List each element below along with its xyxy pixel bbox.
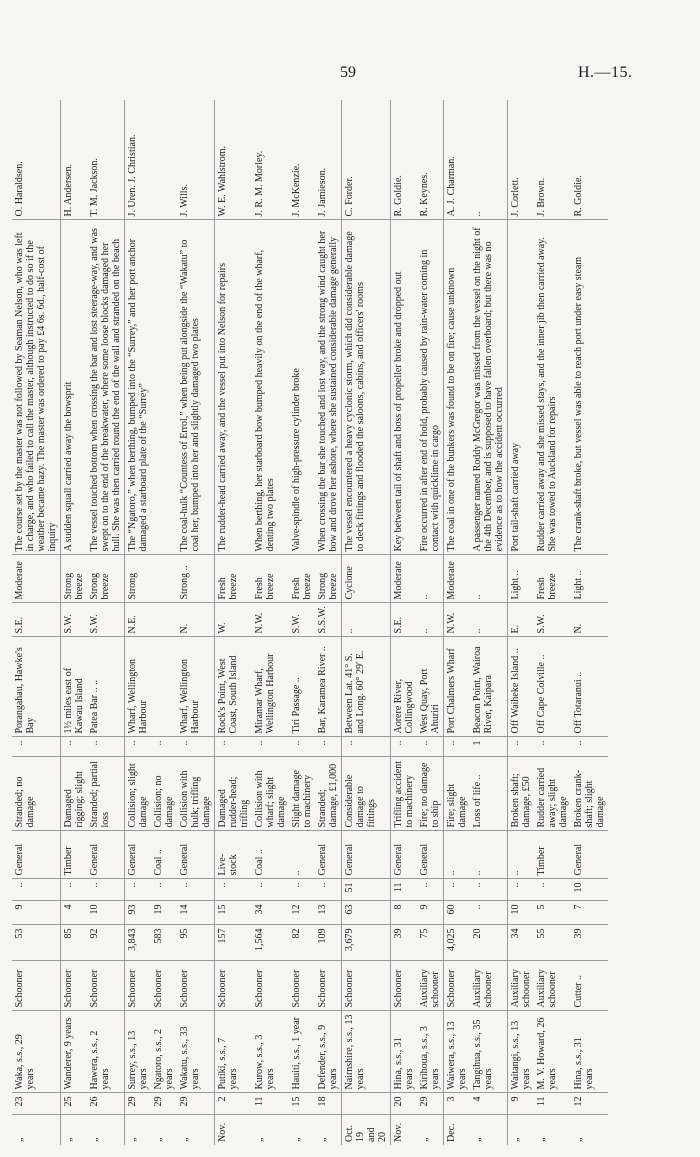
- cause-cell: The coal-hulk “Countess of Errol,” when being put alongside the “Wakatu” to coal her, bumped into her and slightly damaged two plates: [177, 220, 215, 555]
- place-cell: Wharf, Wellington Harbour: [177, 637, 215, 737]
- wind-force-cell: Strong breeze: [87, 555, 125, 603]
- table-row: [151, 100, 177, 1145]
- wind-direction-cell: S.S.W.: [315, 603, 342, 637]
- vessel-cell: M. V. Howard, 26 years: [534, 1011, 571, 1093]
- day-cell: 3: [444, 1093, 471, 1115]
- vessel-cell: Wanderer, 9 years: [61, 1011, 88, 1093]
- passengers-cell: ..: [125, 879, 152, 901]
- crew-cell: 13: [315, 901, 342, 925]
- passengers-cell: ..: [215, 879, 253, 901]
- crew-cell: 5: [534, 901, 571, 925]
- lives-lost-cell: ..: [215, 737, 253, 757]
- officer-cell: J. Jamieson.: [317, 167, 328, 217]
- cause-cell: The course set by the master was not followed by Seaman Nelson, who was left in charge, and who failed to call the master, although instructed to do so if the weather became hazy. The master was ordered to pay £4 6s. 6d., half-cost of inquiry: [12, 220, 61, 555]
- cause-cell: When berthing, her starboard bow bumped heavily on the end of the wharf, denting two plates: [252, 220, 289, 555]
- cause-cell: The rudder-head carried away, and the vessel put into Nelson for repairs: [215, 220, 253, 555]
- month-cell: „: [252, 1115, 289, 1145]
- cargo-cell: General: [87, 831, 125, 879]
- crew-cell: 10: [508, 901, 535, 925]
- nature-of-casualty-cell: Trifling accident to machinery: [391, 757, 418, 831]
- officer-cell: A. J. Charman.: [444, 100, 471, 220]
- place-cell: Off Totaranui ..: [571, 637, 608, 737]
- cause-cell: A sudden squall carried away the bowsprit: [61, 220, 88, 555]
- month-cell: Dec.: [444, 1115, 471, 1145]
- rig-cell: Schooner: [12, 961, 61, 1011]
- nature-of-casualty-cell: Damaged rigging; slight: [61, 757, 88, 831]
- lives-lost-cell: ..: [342, 737, 391, 757]
- wind-direction-cell: N.: [571, 603, 608, 637]
- table-row: [125, 100, 152, 1145]
- place-cell: Bar, Karamea River ..: [315, 637, 342, 737]
- nature-of-casualty-cell: Slight damage to machinery: [289, 757, 315, 831]
- month-cell: „: [61, 1115, 88, 1145]
- day-cell: [342, 1093, 391, 1115]
- lives-lost-cell: ..: [417, 737, 444, 757]
- rig-cell: Schooner: [444, 961, 471, 1011]
- passengers-cell: ..: [417, 879, 444, 901]
- place-cell: [151, 637, 177, 737]
- month-cell: „: [534, 1115, 571, 1145]
- table-row: [252, 100, 289, 1145]
- casualty-table-frame: [12, 100, 688, 1145]
- day-cell: 23: [12, 1093, 61, 1115]
- passengers-cell: ..: [252, 879, 289, 901]
- cause-cell: The coal in one of the bunkers was found to be on fire; cause unknown: [444, 220, 471, 555]
- cargo-cell: Live-stock: [215, 831, 253, 879]
- vessel-cell: Kurow, s.s., 3 years: [252, 1011, 289, 1093]
- crew-cell: 8: [391, 901, 418, 925]
- wind-force-cell: Moderate: [444, 555, 471, 603]
- officer-cell: R. Goldie.: [391, 100, 418, 220]
- nature-of-casualty-cell: Stranded; partial loss: [87, 757, 125, 831]
- rig-cell: Auxiliary schooner: [508, 961, 535, 1011]
- cargo-cell: ..: [470, 831, 508, 879]
- vessel-cell: Waka, s.s., 29 years: [12, 1011, 61, 1093]
- tonnage-cell: 39: [571, 925, 608, 961]
- officer-cell: J. Wills.: [179, 184, 190, 217]
- tonnage-cell: 3,843: [125, 925, 152, 961]
- vessel-cell: Hina, s.s., 31 years: [571, 1011, 608, 1093]
- month-cell: „: [12, 1115, 61, 1145]
- vessel-cell: Kirihoua, s.s., 3 years: [417, 1011, 444, 1093]
- crew-cell: 63: [342, 901, 391, 925]
- day-cell: 15: [289, 1093, 315, 1115]
- day-cell: 20: [391, 1093, 418, 1115]
- passengers-cell: 51: [342, 879, 391, 901]
- nature-of-casualty-cell: Collision with hulk; trifling damage: [177, 757, 215, 831]
- cargo-cell: General: [571, 831, 608, 879]
- month-cell: „: [508, 1115, 535, 1145]
- month-cell: „: [571, 1115, 608, 1145]
- wind-direction-cell: N.W.: [444, 603, 471, 637]
- wind-force-cell: Strong: [125, 555, 152, 603]
- passengers-cell: ..: [61, 879, 88, 901]
- crew-cell: 14: [177, 901, 215, 925]
- wind-direction-cell: S.W.: [61, 603, 88, 637]
- wind-direction-cell: S.E.: [12, 603, 61, 637]
- officer-cell: J. R. M. Morley.: [254, 150, 265, 217]
- cause-cell: The vessel touched bottom when crossing the bar and lost steerage-way, and was swept on to the end of the breakwater, where some loose blocks damaged her hull. She was then carried round the end of the wall and stranded on the beach: [87, 220, 125, 555]
- cause-cell: The vessel encountered a heavy cyclonic storm, which did considerable damage to deck fittings and flooded the saloons, cabins, and officers' rooms: [342, 220, 391, 555]
- cause-cell: Port tail-shaft carried away: [508, 220, 535, 555]
- tonnage-cell: 53: [12, 925, 61, 961]
- wind-force-cell: Strong breeze: [315, 555, 342, 603]
- cause-cell: The “Ngatoro,” when berthing, bumped into the “Surrey,” and her port anchor damaged a starboard plate of the “Surrey”: [125, 220, 152, 555]
- passengers-cell: 11: [391, 879, 418, 901]
- rig-cell: Auxiliary schooner: [417, 961, 444, 1011]
- place-cell: West Quay, Port Ahuriri: [417, 637, 444, 737]
- cargo-cell: ..: [289, 831, 315, 879]
- vessel-cell: Defender, s.s., 9 years: [315, 1011, 342, 1093]
- rig-cell: Auxiliary schooner: [534, 961, 571, 1011]
- cause-cell: Fire occurred in after end of hold, probably caused by rain-water coming in contact with quicklime in cargo: [417, 220, 444, 555]
- cargo-cell: General: [125, 831, 152, 879]
- passengers-cell: ..: [87, 879, 125, 901]
- vessel-cell: Putiki, s.s., 7 years: [215, 1011, 253, 1093]
- month-cell: „: [470, 1115, 508, 1145]
- tonnage-cell: 75: [417, 925, 444, 961]
- officer-cell: H. Andersen.: [61, 100, 88, 220]
- cargo-cell: Coal ..: [151, 831, 177, 879]
- crew-cell: 10: [87, 901, 125, 925]
- passengers-cell: ..: [508, 879, 535, 901]
- tonnage-cell: 1,564: [252, 925, 289, 961]
- day-cell: 11: [252, 1093, 289, 1115]
- table-row: [12, 100, 61, 1145]
- month-cell: „: [125, 1115, 152, 1145]
- day-cell: 4: [470, 1093, 508, 1115]
- day-cell: 29: [125, 1093, 152, 1115]
- nature-of-casualty-cell: Damaged rudder-head; trifling: [215, 757, 253, 831]
- place-cell: Porangahau, Hawke's Bay: [12, 637, 61, 737]
- rig-cell: Schooner: [215, 961, 253, 1011]
- casualty-table: [12, 100, 608, 1145]
- wind-force-cell: Fresh breeze: [215, 555, 253, 603]
- officer-cell: J. McKenzie.: [291, 163, 302, 217]
- rig-cell: Schooner: [315, 961, 342, 1011]
- tonnage-cell: 82: [289, 925, 315, 961]
- officer-cell: J. Uren. J. Christian.: [125, 100, 152, 220]
- passengers-cell: ..: [289, 879, 315, 901]
- table-row: [534, 100, 571, 1145]
- vessel-cell: Nairnshire, s.s., 13 years: [342, 1011, 391, 1093]
- table-row: [571, 100, 608, 1145]
- rig-cell: Schooner: [61, 961, 88, 1011]
- place-cell: Between Lat. 41° S. and Long. 60° 29′ E.: [342, 637, 391, 737]
- month-cell: Nov.: [215, 1115, 253, 1145]
- rig-cell: Schooner: [391, 961, 418, 1011]
- officer-cell: J. Brown.: [536, 177, 547, 217]
- tonnage-cell: 34: [508, 925, 535, 961]
- passengers-cell: ..: [12, 879, 61, 901]
- table-row: [315, 100, 342, 1145]
- passengers-cell: ..: [470, 879, 508, 901]
- wind-direction-cell: [151, 603, 177, 637]
- cause-cell: When crossing the bar she touched and lost way, and the strong wind caught her bow and drove her ashore, where she sustained considerable damage generally: [315, 220, 342, 555]
- cargo-cell: Coal ..: [252, 831, 289, 879]
- nature-of-casualty-cell: Loss of life ..: [470, 757, 508, 831]
- wind-force-cell: ..: [470, 555, 508, 603]
- cargo-cell: Timber: [534, 831, 571, 879]
- lives-lost-cell: ..: [151, 737, 177, 757]
- place-cell: 1½ miles east of Kawau Island: [61, 637, 88, 737]
- rig-cell: Auxiliary schooner: [470, 961, 508, 1011]
- casualty-rows: [12, 100, 608, 1145]
- lives-lost-cell: ..: [391, 737, 418, 757]
- lives-lost-cell: ..: [571, 737, 608, 757]
- day-cell: 25: [61, 1093, 88, 1115]
- officer-cell: T. M. Jackson.: [89, 158, 100, 217]
- lives-lost-cell: ..: [315, 737, 342, 757]
- document-reference: H.—15.: [578, 64, 633, 81]
- nature-of-casualty-cell: Stranded; damage, £1,000: [315, 757, 342, 831]
- day-cell: 29: [151, 1093, 177, 1115]
- rig-cell: Schooner: [87, 961, 125, 1011]
- place-cell: Off Waiheke Island ..: [508, 637, 535, 737]
- cause-cell: Rudder carried away and she missed stays, and the inner jib then carried away. She was towed to Auckland for repairs: [534, 220, 571, 555]
- officer-cell: O. Haraldsen.: [14, 161, 25, 217]
- officer-cell: R. Keynes.: [419, 172, 430, 217]
- cargo-cell: General: [417, 831, 444, 879]
- wind-force-cell: Fresh breeze: [289, 555, 315, 603]
- rig-cell: Cutter ..: [571, 961, 608, 1011]
- lives-lost-cell: ..: [534, 737, 571, 757]
- page-number: 59: [340, 64, 356, 81]
- vessel-cell: Waiwera, s.s., 13 years: [444, 1011, 471, 1093]
- lives-lost-cell: ..: [125, 737, 152, 757]
- cause-cell: Valve-spindle of high-pressure cylinder broke: [289, 220, 315, 555]
- wind-force-cell: Strong breeze: [61, 555, 88, 603]
- officer-cell: [151, 100, 177, 220]
- crew-cell: 12: [289, 901, 315, 925]
- wind-force-cell: Cyclone: [342, 555, 391, 603]
- place-cell: Tiri Passage ..: [289, 637, 315, 737]
- passengers-cell: ..: [534, 879, 571, 901]
- crew-cell: 93: [125, 901, 152, 925]
- rig-cell: Schooner: [177, 961, 215, 1011]
- passengers-cell: ..: [444, 879, 471, 901]
- day-cell: 9: [508, 1093, 535, 1115]
- cargo-cell: ..: [508, 831, 535, 879]
- officer-cell: J. Corlett.: [508, 100, 535, 220]
- table-row: [289, 100, 315, 1145]
- lives-lost-cell: ..: [61, 737, 88, 757]
- month-cell: „: [87, 1115, 125, 1145]
- place-cell: Rock's Point, West Coast, South Island: [215, 637, 253, 737]
- wind-direction-cell: S.W.: [534, 603, 571, 637]
- crew-cell: 9: [12, 901, 61, 925]
- nature-of-casualty-cell: Broken shaft; damage, £50: [508, 757, 535, 831]
- rig-cell: Schooner: [289, 961, 315, 1011]
- wind-direction-cell: ..: [470, 603, 508, 637]
- wind-direction-cell: ..: [417, 603, 444, 637]
- wind-force-cell: Fresh breeze: [252, 555, 289, 603]
- lives-lost-cell: ..: [87, 737, 125, 757]
- table-row: [177, 100, 215, 1145]
- place-cell: Patea Bar .. ..: [87, 637, 125, 737]
- day-cell: 26: [87, 1093, 125, 1115]
- cause-cell: A passenger named Roddy McGregor was missed from the vessel on the night of the 4th December, and is supposed to have fallen overboard; but there was no evidence as to how the accident occurred: [470, 220, 508, 555]
- cargo-cell: General: [12, 831, 61, 879]
- vessel-cell: Tangihua, s.s., 35 years: [470, 1011, 508, 1093]
- crew-cell: 15: [215, 901, 253, 925]
- crew-cell: 9: [417, 901, 444, 925]
- lives-lost-cell: 1: [470, 737, 508, 757]
- month-cell: Nov.: [391, 1115, 418, 1145]
- tonnage-cell: 20: [470, 925, 508, 961]
- cargo-cell: General: [177, 831, 215, 879]
- tonnage-cell: 92: [87, 925, 125, 961]
- wind-direction-cell: E.: [508, 603, 535, 637]
- cargo-cell: Timber: [61, 831, 88, 879]
- wind-direction-cell: ..: [342, 603, 391, 637]
- rig-cell: Schooner: [252, 961, 289, 1011]
- passengers-cell: ..: [315, 879, 342, 901]
- wind-direction-cell: N.E.: [125, 603, 152, 637]
- lives-lost-cell: ..: [289, 737, 315, 757]
- crew-cell: 7: [571, 901, 608, 925]
- nature-of-casualty-cell: Collision; slight damage: [125, 757, 152, 831]
- wind-direction-cell: W.: [215, 603, 253, 637]
- place-cell: Beacon Point, Wairoa River, Kaipara: [470, 637, 508, 737]
- cargo-cell: General: [342, 831, 391, 879]
- passengers-cell: ..: [151, 879, 177, 901]
- passengers-cell: 10: [571, 879, 608, 901]
- cargo-cell: General: [315, 831, 342, 879]
- wind-direction-cell: S.E.: [391, 603, 418, 637]
- rig-cell: Schooner: [342, 961, 391, 1011]
- nature-of-casualty-cell: Stranded; no damage: [12, 757, 61, 831]
- table-row: [215, 100, 253, 1145]
- day-cell: 29: [417, 1093, 444, 1115]
- rig-cell: Schooner: [151, 961, 177, 1011]
- day-cell: 18: [315, 1093, 342, 1115]
- officer-cell: C. Forder.: [342, 100, 391, 220]
- wind-direction-cell: S.W.: [87, 603, 125, 637]
- wind-force-cell: Strong ..: [177, 555, 215, 603]
- month-cell: Oct. 19 and 20: [342, 1115, 391, 1145]
- tonnage-cell: 95: [177, 925, 215, 961]
- place-cell: Off Cape Colville ..: [534, 637, 571, 737]
- wind-force-cell: Fresh breeze: [534, 555, 571, 603]
- table-row: [417, 100, 444, 1145]
- cargo-cell: General: [391, 831, 418, 879]
- tonnage-cell: 55: [534, 925, 571, 961]
- lives-lost-cell: ..: [508, 737, 535, 757]
- crew-cell: 19: [151, 901, 177, 925]
- place-cell: Port Chalmers Wharf: [444, 637, 471, 737]
- nature-of-casualty-cell: Broken crank-shaft; slight damage: [571, 757, 608, 831]
- table-row: [342, 100, 391, 1145]
- officer-cell: W. E. Wahlstrom.: [215, 100, 253, 220]
- officer-cell: R. Goldie.: [573, 175, 584, 217]
- place-cell: Wharf, Wellington Harbour: [125, 637, 152, 737]
- month-cell: „: [417, 1115, 444, 1145]
- month-cell: „: [315, 1115, 342, 1145]
- tonnage-cell: 583: [151, 925, 177, 961]
- tonnage-cell: 39: [391, 925, 418, 961]
- wind-force-cell: Moderate: [391, 555, 418, 603]
- wind-direction-cell: S.W.: [289, 603, 315, 637]
- wind-direction-cell: N.W.: [252, 603, 289, 637]
- wind-force-cell: Light ..: [571, 555, 608, 603]
- day-cell: 11: [534, 1093, 571, 1115]
- table-row: [470, 100, 508, 1145]
- vessel-cell: Wakatu, s.s., 33 years: [177, 1011, 215, 1093]
- tonnage-cell: 85: [61, 925, 88, 961]
- tonnage-cell: 157: [215, 925, 253, 961]
- month-cell: „: [289, 1115, 315, 1145]
- nature-of-casualty-cell: Collision; no damage: [151, 757, 177, 831]
- passengers-cell: ..: [177, 879, 215, 901]
- wind-force-cell: Light ..: [508, 555, 535, 603]
- wind-force-cell: Moderate: [12, 555, 61, 603]
- lives-lost-cell: ..: [252, 737, 289, 757]
- crew-cell: 4: [61, 901, 88, 925]
- wind-direction-cell: N.: [177, 603, 215, 637]
- officer-cell: ..: [472, 211, 483, 217]
- rig-cell: Schooner: [125, 961, 152, 1011]
- vessel-cell: Hauiti, s.s., 1 year: [289, 1011, 315, 1093]
- vessel-cell: Surrey, s.s., 13 years: [125, 1011, 152, 1093]
- table-row: [87, 100, 125, 1145]
- nature-of-casualty-cell: Considerable damage to fittings: [342, 757, 391, 831]
- table-row: [391, 100, 418, 1145]
- tonnage-cell: 109: [315, 925, 342, 961]
- vessel-cell: Waitangi, s.s., 13 years: [508, 1011, 535, 1093]
- rotated-table-container: [12, 100, 688, 1145]
- month-cell: „: [177, 1115, 215, 1145]
- nature-of-casualty-cell: Collision with wharf; slight damage: [252, 757, 289, 831]
- vessel-cell: Ngatoro, s.s., 2 years: [151, 1011, 177, 1093]
- nature-of-casualty-cell: Rudder carried away; slight damage: [534, 757, 571, 831]
- wind-force-cell: ..: [417, 555, 444, 603]
- table-row: [508, 100, 535, 1145]
- lives-lost-cell: ..: [177, 737, 215, 757]
- wind-force-cell: [151, 555, 177, 603]
- place-cell: Aorere River, Collingwood: [391, 637, 418, 737]
- day-cell: 2: [215, 1093, 253, 1115]
- table-row: [61, 100, 88, 1145]
- crew-cell: 34: [252, 901, 289, 925]
- month-cell: „: [151, 1115, 177, 1145]
- table-row: [444, 100, 471, 1145]
- nature-of-casualty-cell: Fire; no damage to ship: [417, 757, 444, 831]
- tonnage-cell: 3,679: [342, 925, 391, 961]
- day-cell: 29: [177, 1093, 215, 1115]
- place-cell: Miramar Wharf, Wellington Harbour: [252, 637, 289, 737]
- vessel-cell: Hawera, s.s., 2 years: [87, 1011, 125, 1093]
- nature-of-casualty-cell: Fire; slight damage: [444, 757, 471, 831]
- cause-cell: [151, 220, 177, 555]
- day-cell: 12: [571, 1093, 608, 1115]
- crew-cell: 60: [444, 901, 471, 925]
- cause-cell: The crank-shaft broke, but vessel was able to reach port under easy steam: [571, 220, 608, 555]
- tonnage-cell: 4,025: [444, 925, 471, 961]
- vessel-cell: Hina, s.s., 31 years: [391, 1011, 418, 1093]
- lives-lost-cell: ..: [12, 737, 61, 757]
- cause-cell: Key between tail of shaft and boss of propeller broke and dropped out: [391, 220, 418, 555]
- cargo-cell: ..: [444, 831, 471, 879]
- lives-lost-cell: ..: [444, 737, 471, 757]
- crew-cell: ..: [470, 901, 508, 925]
